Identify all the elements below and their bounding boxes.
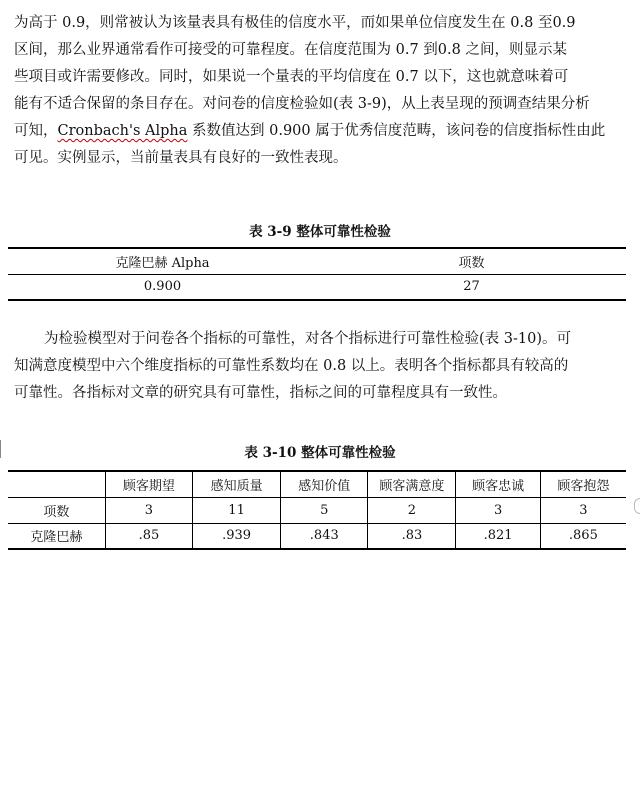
- cell-alpha-value: 0.900: [143, 279, 182, 295]
- table-cell: .821: [456, 523, 540, 549]
- header-item-count: 项数: [317, 248, 626, 274]
- header-customer-complaint: 顾客抱怨: [540, 471, 626, 497]
- table-cell: .83: [368, 523, 456, 549]
- paragraph-line: 为高于 0.9，则常被认为该量表具有极佳的信度水平，而如果单位信度发生在 0.8 至0.9: [14, 15, 576, 31]
- table-header-row: [8, 471, 626, 497]
- scroll-edge-handle: [634, 498, 640, 514]
- table-3-10-caption: 表 3-10 整体可靠性检验: [244, 445, 396, 461]
- paragraph-line: 为检验模型对于问卷各个指标的可靠性，对各个指标进行可靠性检验(表 3-10)。可: [44, 331, 571, 347]
- header-perceived-quality: 感知质量: [192, 471, 280, 497]
- paragraph-line: 能有不适合保留的条目存在。对问卷的信度检验如(表 3-9)，从上表呈现的预调查结果分析: [14, 96, 590, 112]
- paragraph-line: 些项目或许需要修改。同时，如果说一个量表的平均信度在 0.7 以下，这也就意味着可: [14, 69, 569, 85]
- header-customer-loyalty: 顾客忠诚: [456, 471, 540, 497]
- row-label-item-count: 项数: [8, 497, 105, 523]
- table-cell: .85: [105, 523, 192, 549]
- table-row: [8, 497, 626, 523]
- table-header-row: [8, 248, 626, 274]
- paragraph-model-reliability: [14, 326, 620, 407]
- header-empty: [8, 471, 105, 497]
- table-cell: .865: [540, 523, 626, 549]
- paragraph-line: 知满意度模型中六个维度指标的可靠性系数均在 0.8 以上。表明各个指标都具有较高的: [14, 358, 569, 374]
- table-3-10-dimension-reliability: [8, 470, 626, 550]
- cronbach-alpha-term: Cronbach's Alpha: [57, 123, 188, 139]
- paragraph-line: 可见。实例显示，当前量表具有良好的一致性表现。: [14, 150, 348, 166]
- line-suffix: 系数值达到 0.900 属于优秀信度范畴，该问卷的信度指标性由此: [187, 123, 606, 139]
- table-cell: 5: [281, 497, 368, 523]
- paragraph-line: [14, 118, 620, 145]
- cell-item-count: 27: [463, 279, 480, 295]
- header-customer-satisfaction: 顾客满意度: [368, 471, 456, 497]
- header-perceived-value: 感知价值: [281, 471, 368, 497]
- paragraph-reliability-intro: [14, 10, 620, 172]
- row-label-cronbach: 克隆巴赫: [30, 530, 83, 546]
- table-cell: 2: [368, 497, 456, 523]
- table-cell: .843: [281, 523, 368, 549]
- paragraph-line: 区间，那么业界通常看作可接受的可靠程度。在信度范围为 0.7 到0.8 之间，则显示某: [14, 42, 567, 58]
- header-cronbach-alpha: 克隆巴赫 Alpha: [8, 248, 317, 274]
- table-cell: 3: [105, 497, 192, 523]
- table-cell: 3: [456, 497, 540, 523]
- paragraph-line: 可靠性。各指标对文章的研究具有可靠性，指标之间的可靠程度具有一致性。: [14, 385, 507, 401]
- table-3-9-caption: 表 3-9 整体可靠性检验: [249, 224, 391, 240]
- table-3-9-overall-reliability: [8, 247, 626, 301]
- table-cell: 11: [192, 497, 280, 523]
- table-row: [8, 274, 626, 300]
- table-cell: 3: [540, 497, 626, 523]
- line-prefix: 可知，: [14, 123, 58, 139]
- table-cell: .939: [192, 523, 280, 549]
- table-row: [8, 523, 626, 549]
- header-customer-expectation: 顾客期望: [105, 471, 192, 497]
